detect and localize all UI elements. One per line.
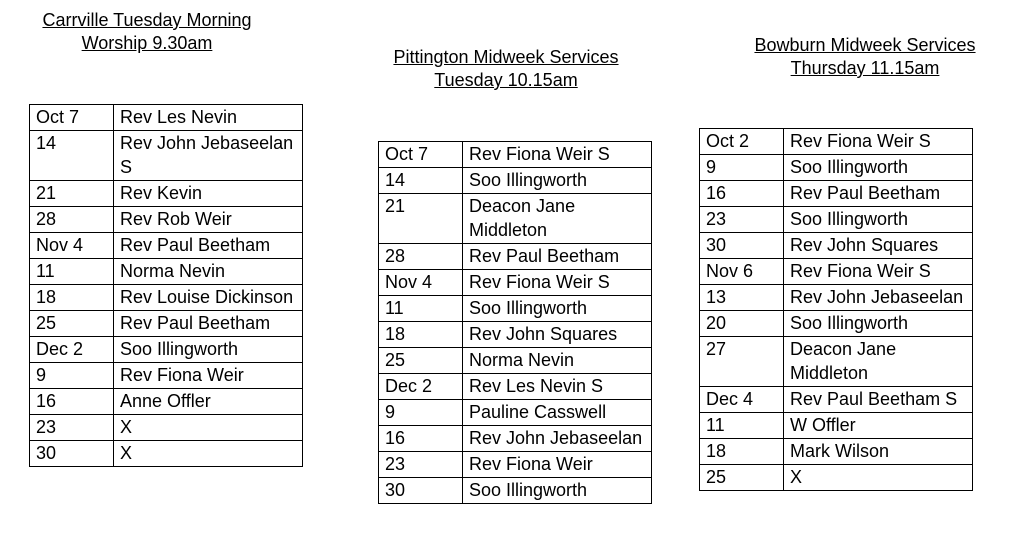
preacher-name: Rev Paul Beetham [463,244,652,270]
service-date: 18 [379,322,463,348]
service-date: 30 [30,441,114,467]
rota-row [379,478,652,504]
rota-row [379,296,652,322]
preacher-name: Rev John Jebaseelan [784,285,973,311]
preacher-name: Deacon Jane Middleton [784,337,973,387]
preacher-name: Rev Fiona Weir [463,452,652,478]
preacher-name: Rev Fiona Weir [114,363,303,389]
service-date: 16 [30,389,114,415]
service-date: 18 [700,439,784,465]
service-date: Oct 2 [700,129,784,155]
preacher-name: Rev Rob Weir [114,207,303,233]
preacher-name: Soo Illingworth [784,207,973,233]
rota-row [379,244,652,270]
rota-row [30,207,303,233]
carrville-rota-body [30,105,303,467]
rota-row [379,194,652,244]
service-date: Dec 2 [30,337,114,363]
rota-row [379,452,652,478]
preacher-name: Rev John Squares [463,322,652,348]
pittington-time: Tuesday 10.15am [434,70,578,90]
preacher-name: Norma Nevin [114,259,303,285]
service-date: 9 [379,400,463,426]
preacher-name: Rev Fiona Weir S [463,270,652,296]
pittington-rota-table [378,141,652,504]
service-date: 23 [30,415,114,441]
service-date: 18 [30,285,114,311]
preacher-name: Rev Fiona Weir S [463,142,652,168]
service-date: 28 [379,244,463,270]
rota-row [379,168,652,194]
preacher-name: Soo Illingworth [784,311,973,337]
service-date: 25 [700,465,784,491]
pittington-rota-body [379,142,652,504]
rota-row [379,374,652,400]
service-date: 11 [379,296,463,322]
service-date: 23 [700,207,784,233]
preacher-name: Rev Louise Dickinson [114,285,303,311]
rota-row [700,207,973,233]
preacher-name: Pauline Casswell [463,400,652,426]
service-date: 23 [379,452,463,478]
rota-row [30,105,303,131]
preacher-name: Rev Les Nevin [114,105,303,131]
service-date: Nov 6 [700,259,784,285]
preacher-name: Soo Illingworth [114,337,303,363]
bowburn-time: Thursday 11.15am [790,58,940,78]
rota-row [30,389,303,415]
rota-row [700,311,973,337]
rota-row [379,270,652,296]
rota-row [700,465,973,491]
rota-row [700,181,973,207]
service-date: 28 [30,207,114,233]
carrville-title: Carrville Tuesday Morning [42,10,252,30]
service-date: 11 [30,259,114,285]
preacher-name: Rev John Squares [784,233,973,259]
preacher-name: Rev Kevin [114,181,303,207]
preacher-name: Rev John Jebaseelan [463,426,652,452]
preacher-name: Rev Paul Beetham [784,181,973,207]
service-date: 21 [379,194,463,244]
rota-row [700,129,973,155]
rota-row [30,337,303,363]
rota-row [30,363,303,389]
service-date: 25 [30,311,114,337]
preacher-name: Anne Offler [114,389,303,415]
rota-row [30,259,303,285]
service-date: 30 [700,233,784,259]
preacher-name: Rev Les Nevin S [463,374,652,400]
preacher-name: Soo Illingworth [784,155,973,181]
preacher-name: Rev Fiona Weir S [784,129,973,155]
service-date: 13 [700,285,784,311]
preacher-name: Norma Nevin [463,348,652,374]
preacher-name: Soo Illingworth [463,168,652,194]
service-date: 14 [379,168,463,194]
service-date: 16 [700,181,784,207]
service-date: 27 [700,337,784,387]
preacher-name: Soo Illingworth [463,296,652,322]
bowburn-title: Bowburn Midweek Services [754,35,976,55]
bowburn-rota-body [700,129,973,491]
service-date: 14 [30,131,114,181]
rota-row [30,285,303,311]
service-date: Oct 7 [379,142,463,168]
rota-row [379,322,652,348]
rota-row [700,413,973,439]
bowburn-rota-table [699,128,973,491]
rota-row [700,285,973,311]
preacher-name: X [114,441,303,467]
rota-row [700,439,973,465]
rota-row [700,233,973,259]
preacher-name: Rev Fiona Weir S [784,259,973,285]
rota-row [700,259,973,285]
bowburn-heading [730,34,1000,80]
preacher-name: Rev John Jebaseelan S [114,131,303,181]
carrville-heading [22,9,272,55]
preacher-name: Rev Paul Beetham [114,311,303,337]
rota-row [379,142,652,168]
rota-row [379,348,652,374]
rota-row [700,337,973,387]
service-date: Dec 4 [700,387,784,413]
rota-row [379,400,652,426]
service-date: 20 [700,311,784,337]
rota-row [700,387,973,413]
pittington-title: Pittington Midweek Services [393,47,619,67]
service-date: 11 [700,413,784,439]
preacher-name: W Offler [784,413,973,439]
rota-row [30,441,303,467]
service-date: 25 [379,348,463,374]
service-date: 21 [30,181,114,207]
service-date: 30 [379,478,463,504]
preacher-name: Soo Illingworth [463,478,652,504]
carrville-rota-table [29,104,303,467]
preacher-name: X [784,465,973,491]
pittington-heading [370,46,642,92]
rota-row [379,426,652,452]
rota-row [30,415,303,441]
preacher-name: Deacon Jane Middleton [463,194,652,244]
rota-row [30,181,303,207]
service-date: 9 [700,155,784,181]
rota-row [700,155,973,181]
preacher-name: Rev Paul Beetham [114,233,303,259]
preacher-name: Rev Paul Beetham S [784,387,973,413]
rota-row [30,131,303,181]
rota-row [30,311,303,337]
service-date: Nov 4 [30,233,114,259]
preacher-name: Mark Wilson [784,439,973,465]
preacher-name: X [114,415,303,441]
service-date: Oct 7 [30,105,114,131]
service-date: 16 [379,426,463,452]
rota-row [30,233,303,259]
service-date: Dec 2 [379,374,463,400]
carrville-time: Worship 9.30am [81,33,213,53]
service-date: Nov 4 [379,270,463,296]
service-date: 9 [30,363,114,389]
